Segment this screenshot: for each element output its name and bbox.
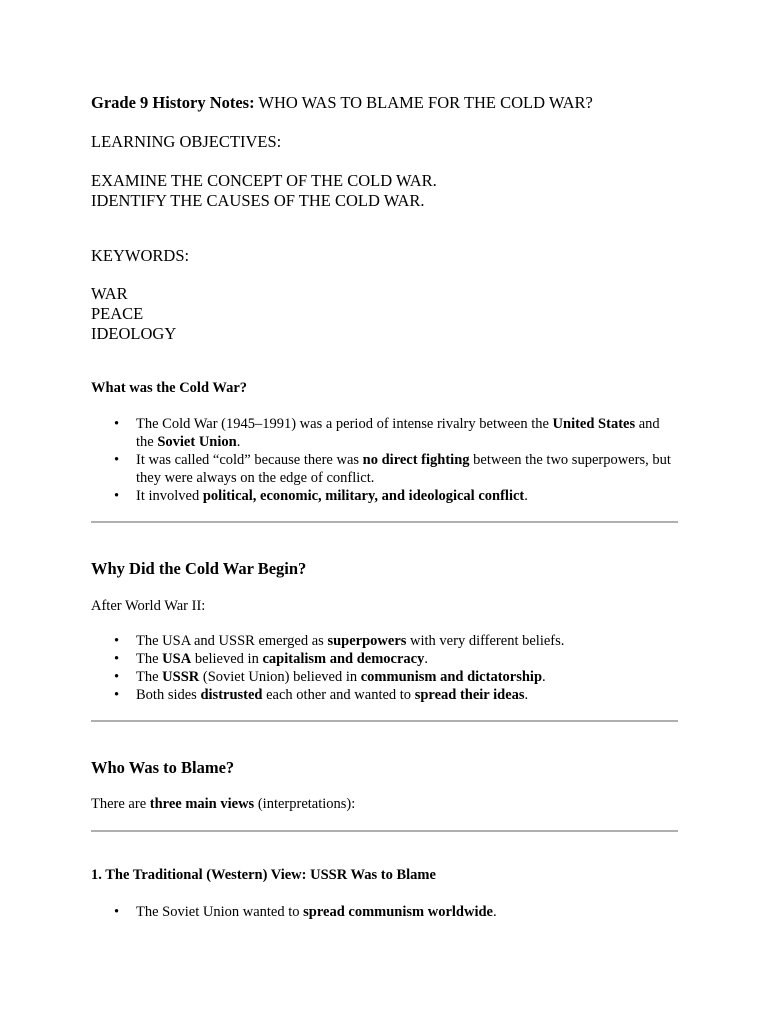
bold-text: distrusted	[200, 687, 263, 703]
text-run: and the	[136, 416, 660, 450]
bullet-item	[91, 632, 679, 650]
text-run: .	[524, 488, 528, 504]
section-heading-what: What was the Cold War?	[91, 380, 248, 396]
bold-text: political, economic, military, and ideological conflict	[202, 488, 525, 504]
view1-bullet-list	[91, 903, 679, 921]
bullet-item	[91, 451, 679, 487]
text-run: The	[136, 651, 163, 667]
bullet-item	[91, 415, 679, 451]
bold-text: USSR	[162, 669, 200, 685]
bold-text: communism and dictatorship	[360, 669, 543, 685]
text-run: The USA and USSR emerged as	[136, 633, 328, 649]
bold-text: no direct fighting	[362, 452, 470, 468]
text-run: It was called “cold” because there was	[136, 452, 363, 468]
text-run: The Soviet Union wanted to	[136, 904, 304, 920]
bold-text: capitalism and democracy	[262, 651, 425, 667]
bullet-icon: •	[114, 452, 120, 468]
text-run: There are	[91, 796, 150, 812]
keyword-item: IDEOLOGY	[91, 324, 177, 343]
text-run: .	[542, 669, 546, 685]
text-run: .	[236, 434, 241, 450]
bullet-item	[91, 487, 679, 505]
page-title	[91, 93, 593, 113]
text-run: .	[524, 687, 529, 703]
section-heading-view1: 1. The Traditional (Western) View: USSR Was to Blame	[91, 867, 436, 883]
bullet-icon: •	[114, 416, 120, 432]
bullet-icon: •	[114, 488, 120, 504]
bullet-item	[91, 668, 679, 686]
blame-intro	[91, 795, 355, 813]
section-divider	[91, 830, 678, 832]
bullet-item	[91, 686, 679, 704]
bold-text: USA	[162, 651, 192, 667]
bullet-icon: •	[114, 633, 120, 649]
title-prefix: Grade 9 History Notes:	[91, 93, 255, 112]
bold-text: spread their ideas	[414, 687, 525, 703]
why-intro: After World War II:	[91, 598, 206, 614]
bullet-icon: •	[114, 669, 120, 685]
bullet-icon: •	[114, 904, 120, 920]
text-run: Both sides	[136, 687, 201, 703]
bold-text: superpowers	[327, 633, 407, 649]
bold-text: three main views	[149, 796, 255, 812]
section-divider	[91, 521, 678, 523]
bold-text: spread communism worldwide	[303, 904, 493, 920]
objective-item: IDENTIFY THE CAUSES OF THE COLD WAR.	[91, 191, 425, 210]
text-run: between the two superpowers, but they were always on the edge of conflict.	[136, 452, 671, 486]
text-run: .	[493, 904, 497, 920]
bullet-icon: •	[114, 687, 120, 703]
text-run: It involved	[136, 488, 203, 504]
text-run: The Cold War (1945–1991) was a period of intense rivalry between the	[136, 416, 553, 432]
text-run: each other and wanted to	[262, 687, 415, 703]
section-heading-blame: Who Was to Blame?	[91, 758, 235, 777]
text-run: (Soviet Union) believed in	[199, 669, 361, 685]
why-bullet-list	[91, 632, 679, 704]
section-divider	[91, 720, 678, 722]
keyword-item: WAR	[91, 284, 128, 303]
bullet-item	[91, 650, 679, 668]
objectives-heading: LEARNING OBJECTIVES:	[91, 132, 282, 151]
keyword-item: PEACE	[91, 304, 144, 323]
text-run: with very different beliefs.	[406, 633, 565, 649]
text-run: The	[136, 669, 163, 685]
text-run: believed in	[191, 651, 263, 667]
title-text: WHO WAS TO BLAME FOR THE COLD WAR?	[258, 93, 593, 112]
bullet-item	[91, 903, 679, 921]
section-heading-why: Why Did the Cold War Begin?	[91, 559, 307, 578]
what-bullet-list	[91, 415, 679, 505]
bold-text: United States	[552, 416, 636, 432]
bold-text: Soviet Union	[157, 434, 237, 450]
bullet-icon: •	[114, 651, 120, 667]
objective-item: EXAMINE THE CONCEPT OF THE COLD WAR.	[91, 171, 437, 190]
text-run: .	[424, 651, 428, 667]
text-run: (interpretations):	[254, 796, 356, 812]
keywords-heading: KEYWORDS:	[91, 246, 190, 265]
